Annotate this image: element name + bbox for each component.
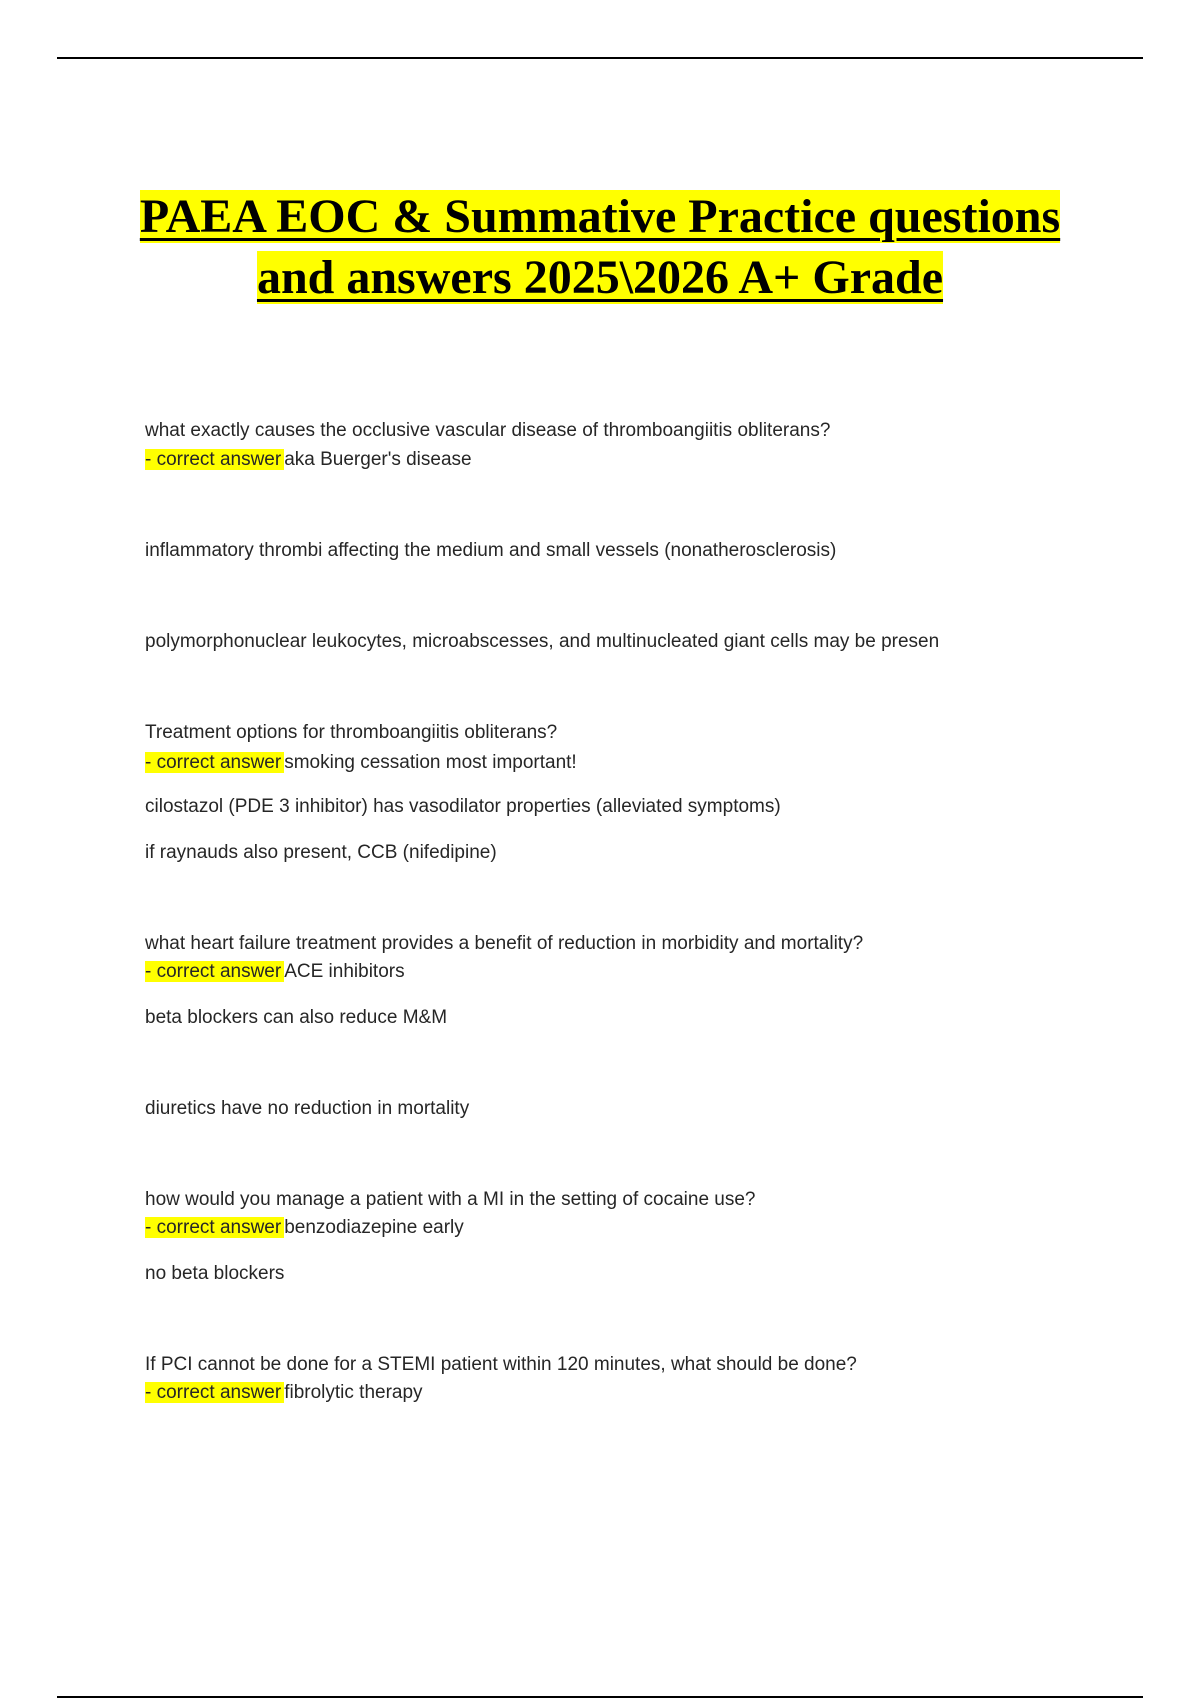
note-line: cilostazol (PDE 3 inhibitor) has vasodilator properties (alleviated symptoms)	[145, 796, 781, 817]
note-line: inflammatory thrombi affecting the medium and small vessels (nonatherosclerosis)	[145, 540, 837, 561]
correct-answer-tag: - correct answer	[145, 1382, 284, 1403]
answer-line	[145, 1381, 423, 1405]
note-line: if raynauds also present, CCB (nifedipine)	[145, 842, 497, 863]
correct-answer-tag: - correct answer	[145, 961, 284, 982]
top-rule	[57, 57, 1143, 59]
answer-line	[145, 1216, 464, 1240]
question-text: Treatment options for thromboangiitis obliterans?	[145, 722, 558, 743]
document-title	[0, 186, 1200, 308]
answer-text: benzodiazepine early	[284, 1217, 464, 1238]
answer-text: smoking cessation most important!	[284, 752, 577, 773]
answer-text: ACE inhibitors	[284, 961, 405, 982]
question-text: what exactly causes the occlusive vascular disease of thromboangiitis obliterans?	[145, 420, 831, 441]
note-line: diuretics have no reduction in mortality	[145, 1098, 470, 1119]
title-line-2: and answers 2025\2026 A+ Grade	[256, 251, 944, 304]
correct-answer-tag: - correct answer	[145, 449, 284, 470]
bottom-rule	[57, 1696, 1143, 1698]
question-text: what heart failure treatment provides a benefit of reduction in morbidity and mortality?	[145, 933, 864, 954]
answer-text: aka Buerger's disease	[284, 449, 472, 470]
question-text: If PCI cannot be done for a STEMI patient within 120 minutes, what should be done?	[145, 1354, 857, 1375]
title-line-1: PAEA EOC & Summative Practice questions	[139, 190, 1061, 243]
answer-line	[145, 751, 577, 775]
note-line: beta blockers can also reduce M&M	[145, 1007, 448, 1028]
answer-line	[145, 448, 472, 472]
correct-answer-tag: - correct answer	[145, 1217, 284, 1238]
question-text: how would you manage a patient with a MI in the setting of cocaine use?	[145, 1189, 756, 1210]
note-line: no beta blockers	[145, 1263, 285, 1284]
note-line: polymorphonuclear leukocytes, microabscesses, and multinucleated giant cells may be presen	[145, 631, 940, 652]
answer-line	[145, 960, 405, 984]
answer-text: fibrolytic therapy	[284, 1382, 423, 1403]
correct-answer-tag: - correct answer	[145, 752, 284, 773]
